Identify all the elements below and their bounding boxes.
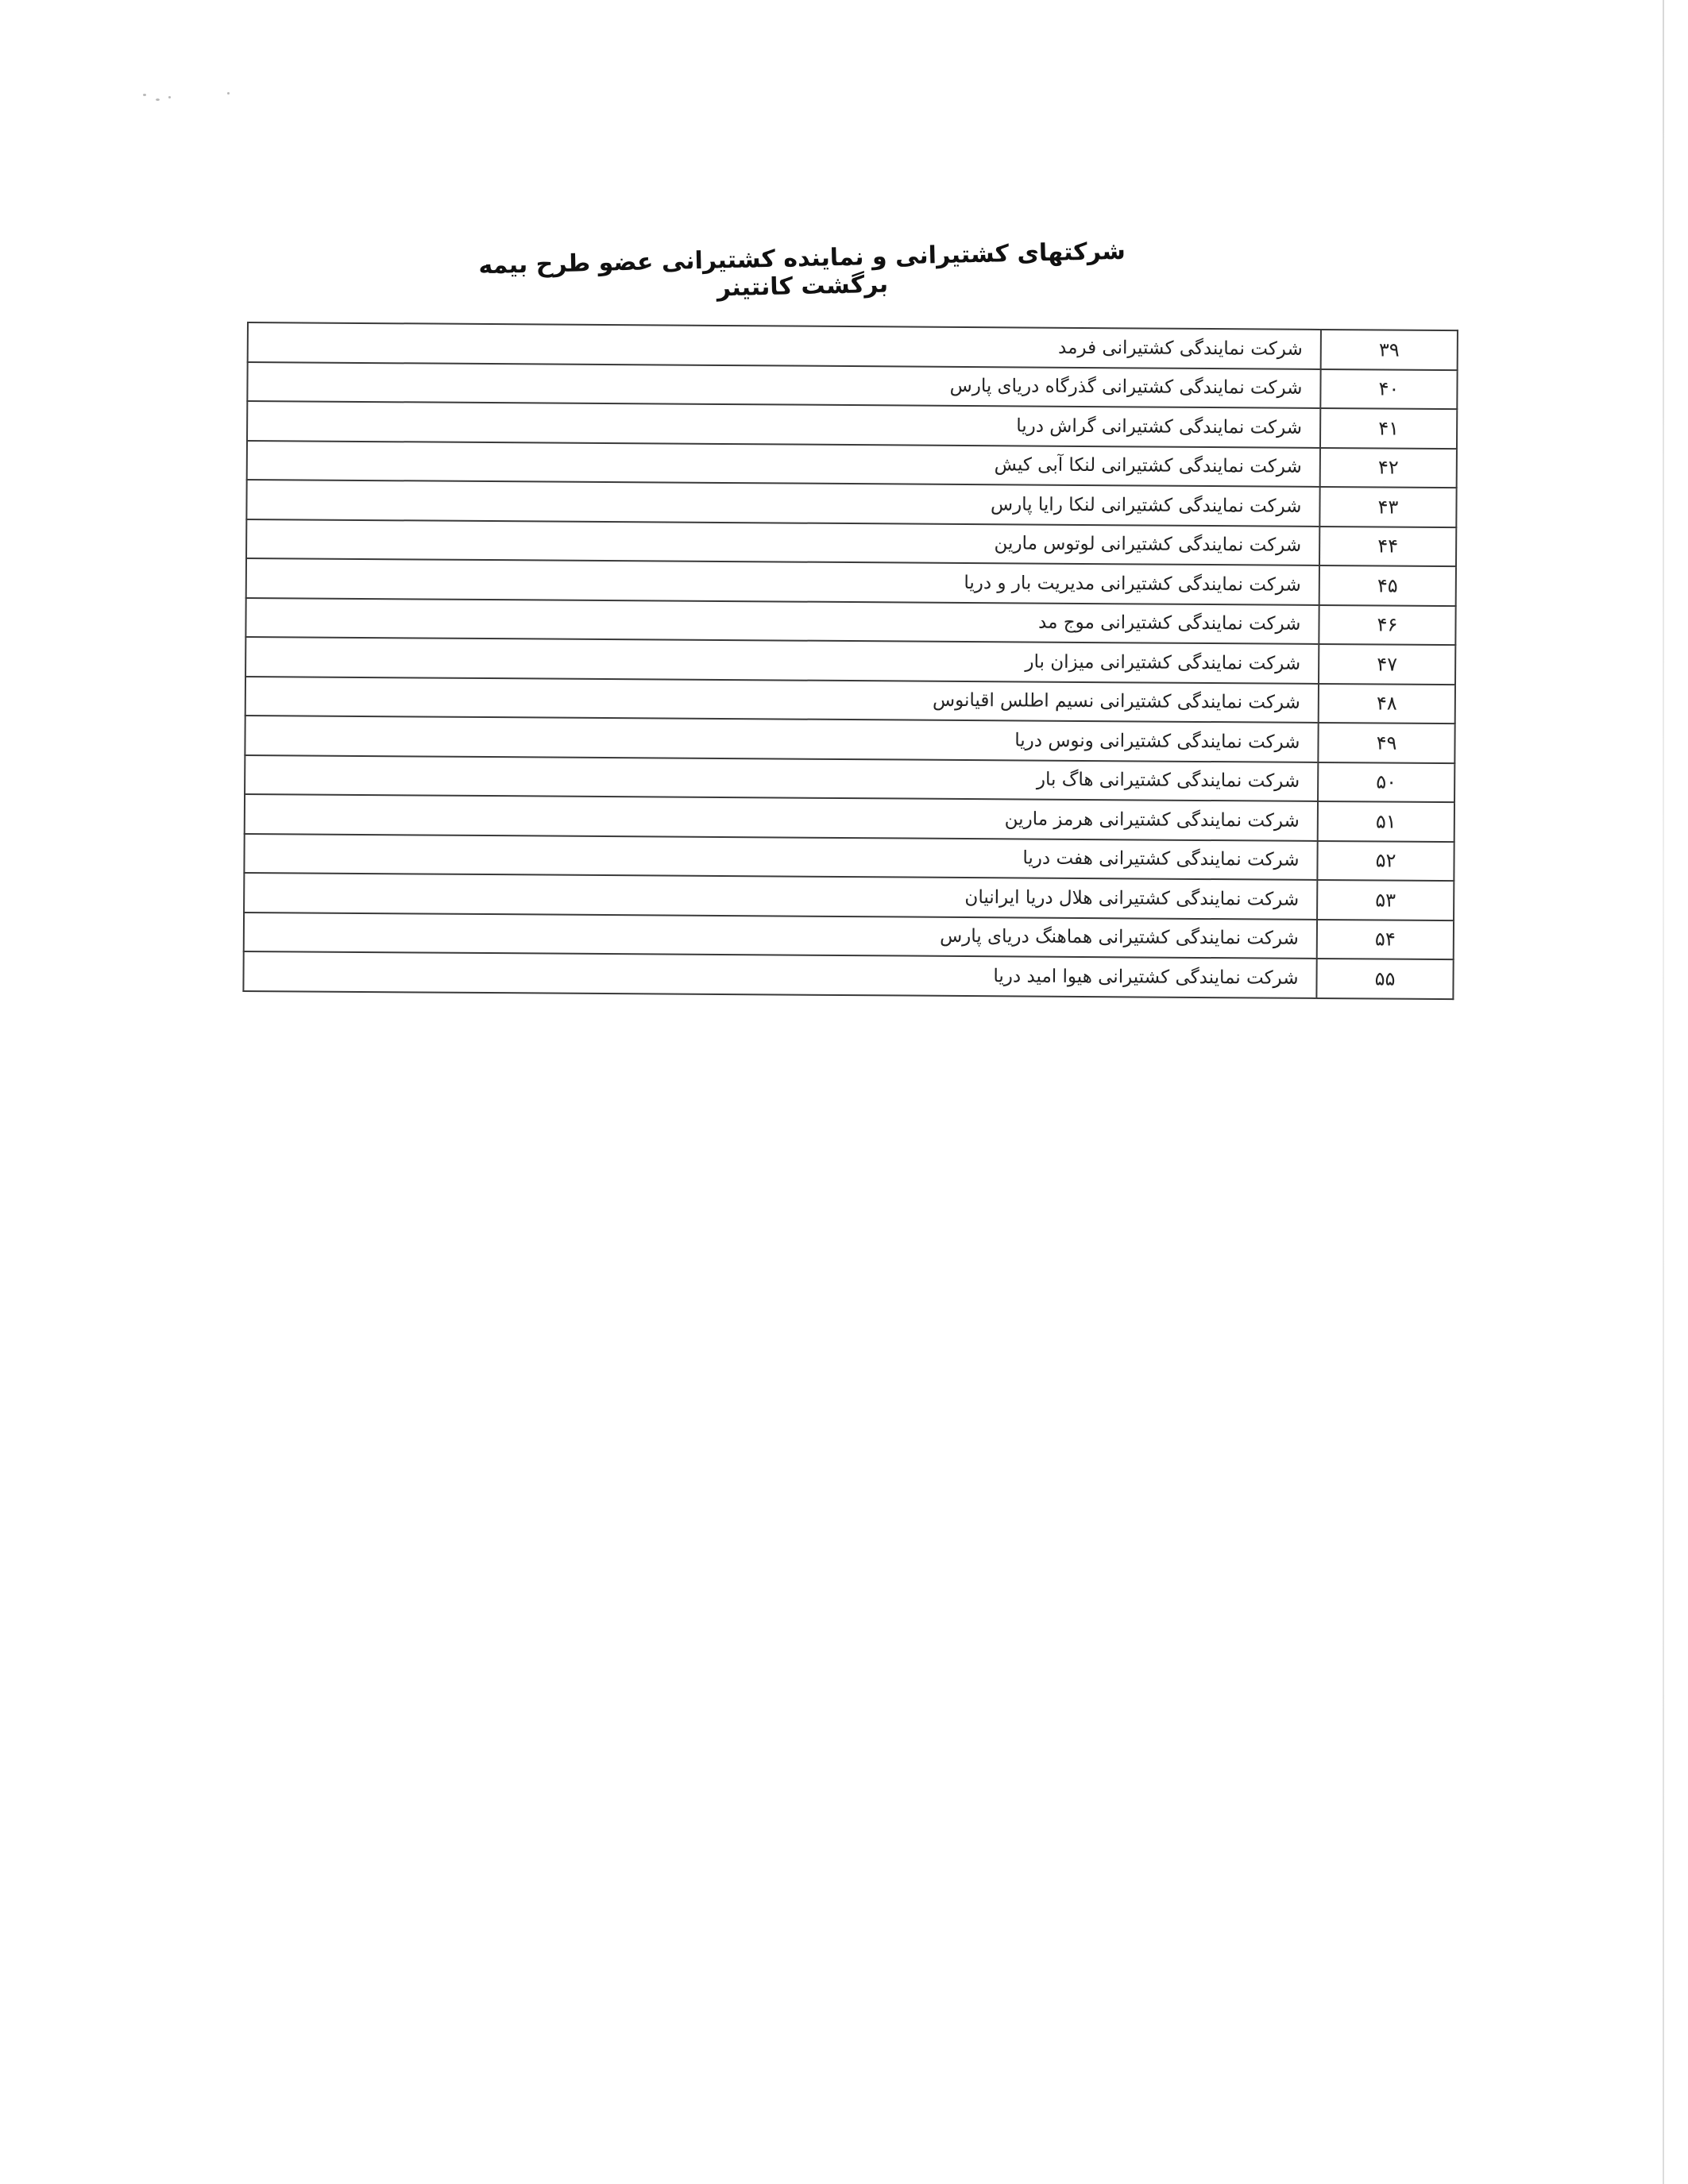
companies-table — [242, 322, 1458, 1000]
company-name: شرکت نمایندگی کشتیرانی موج مد — [245, 597, 1319, 643]
company-name: شرکت نمایندگی کشتیرانی هرمز مارین — [245, 794, 1318, 840]
row-number: ۴۳ — [1319, 487, 1456, 527]
scan-speck — [168, 96, 171, 98]
company-name: شرکت نمایندگی کشتیرانی نسیم اطلس اقیانوس — [245, 676, 1319, 722]
row-number: ۳۹ — [1321, 330, 1458, 370]
company-name: شرکت نمایندگی کشتیرانی هیوا امید دریا — [243, 951, 1316, 997]
row-number: ۵۴ — [1317, 919, 1454, 959]
row-number: ۵۱ — [1318, 801, 1454, 842]
company-name: شرکت نمایندگی کشتیرانی مدیریت بار و دریا — [246, 558, 1319, 604]
row-number: ۴۷ — [1319, 644, 1455, 685]
scan-page-edge — [1663, 0, 1664, 2184]
row-number: ۴۹ — [1318, 723, 1454, 763]
row-number: ۵۳ — [1317, 880, 1454, 920]
document-title: شرکتهای کشتیرانی و نماینده کشتیرانی عضو طرح بیمه برگشت کانتینر — [477, 237, 1126, 303]
company-name: شرکت نمایندگی کشتیرانی گراش دریا — [247, 401, 1320, 447]
row-number: ۴۰ — [1320, 369, 1457, 409]
company-name: شرکت نمایندگی کشتیرانی فرمد — [248, 322, 1321, 369]
company-name: شرکت نمایندگی کشتیرانی هلال دریا ایرانیان — [244, 873, 1317, 919]
company-name: شرکت نمایندگی کشتیرانی هفت دریا — [244, 833, 1317, 879]
scan-speck — [156, 98, 160, 101]
row-number: ۵۵ — [1316, 959, 1453, 999]
company-name: شرکت نمایندگی کشتیرانی هماهنگ دریای پارس — [244, 912, 1317, 958]
row-number: ۴۸ — [1319, 683, 1455, 723]
company-name: شرکت نمایندگی کشتیرانی لوتوس مارین — [246, 519, 1319, 565]
company-name: شرکت نمایندگی کشتیرانی لنکا آبی کیش — [247, 441, 1320, 487]
row-number: ۴۵ — [1319, 565, 1456, 606]
company-name: شرکت نمایندگی کشتیرانی گذرگاه دریای پارس — [247, 362, 1320, 408]
row-number: ۴۲ — [1320, 447, 1457, 488]
row-number: ۴۶ — [1319, 604, 1455, 645]
row-number: ۴۴ — [1319, 526, 1456, 566]
row-number: ۵۰ — [1318, 762, 1454, 802]
company-name: شرکت نمایندگی کشتیرانی میزان بار — [245, 637, 1319, 683]
row-number: ۵۲ — [1317, 840, 1454, 881]
companies-table-wrapper — [242, 322, 1458, 1000]
table-row — [243, 951, 1453, 999]
company-name: شرکت نمایندگی کشتیرانی هاگ بار — [245, 754, 1318, 801]
scan-speck — [143, 94, 146, 96]
company-name: شرکت نمایندگی کشتیرانی لنکا رایا پارس — [246, 480, 1319, 526]
scan-speck — [227, 92, 230, 95]
company-name: شرکت نمایندگی کشتیرانی ونوس دریا — [245, 716, 1318, 762]
row-number: ۴۱ — [1320, 408, 1457, 449]
